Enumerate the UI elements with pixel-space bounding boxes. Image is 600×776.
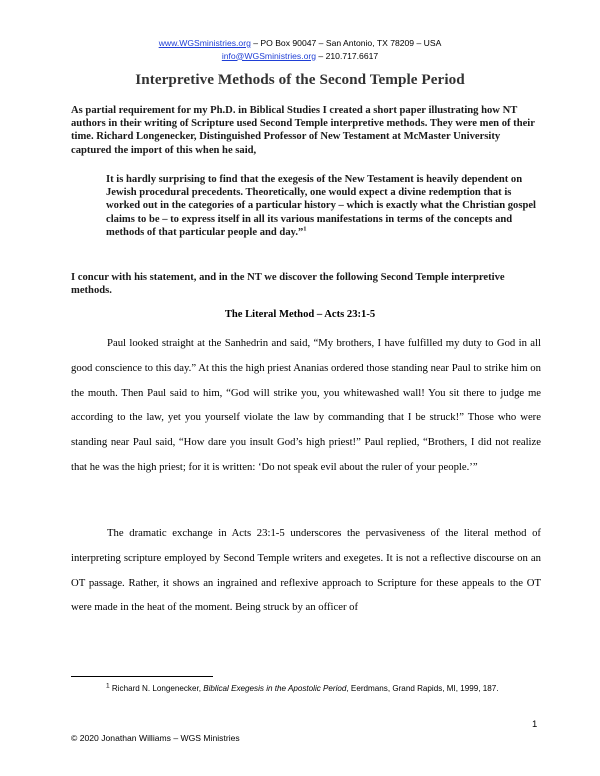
header-address: – PO Box 90047 – San Antonio, TX 78209 – USA: [250, 38, 442, 48]
website-link[interactable]: www.WGSministries.org: [158, 38, 251, 48]
footnote-publisher: , Eerdmans, Grand Rapids, MI, 1999, 187.: [346, 684, 499, 693]
page-number: 1: [532, 719, 538, 730]
paragraph-text: Paul looked straight at the Sanhedrin and said, “My brothers, I have fulfilled my duty to God in all good conscience to this day.” At this the high priest Ananias ordered those standing near Paul to strike him on the mouth. Then Paul said to him, “God will strike you, you whitewashed wall! You sit there to judge me according to the law, yet you yourself violate the law by commanding that I be struck!” Those who were standing near Paul said, “How dare you insult God’s high priest!” Paul replied, “Brothers, I did not realize that he was the high priest; for it is written: ‘Do not speak evil about the ruler of your people.’”: [71, 337, 541, 473]
footnote-book: Biblical Exegesis in the Apostolic Period: [203, 684, 347, 693]
quote-text: It is hardly surprising to find that the exegesis of the New Testament is heavily dependent on Jewish procedural precedents. Theoretically, one would expect a divine redemption that is worked out in the categories of a particular history – which is exactly what the Christian gospel claims to be – to express itself in all its various manifestations in terms of the concepts and methods of that particular people and day.”: [106, 174, 537, 238]
footnote: [106, 683, 499, 694]
footnote-author: Richard N. Longenecker,: [111, 684, 204, 693]
section-heading: The Literal Method – Acts 23:1-5: [224, 309, 376, 320]
header-line-2: [0, 50, 600, 63]
concur-paragraph: I concur with his statement, and in the NT we discover the following Second Temple interpretive methods.: [71, 272, 505, 297]
page-title: Interpretive Methods of the Second Temple Period: [135, 71, 465, 88]
footnote-ref[interactable]: 1: [303, 225, 307, 233]
block-quote: [106, 173, 546, 239]
header-phone: – 210.717.6617: [316, 50, 379, 61]
page-footer: © 2020 Jonathan Williams – WGS Ministries: [71, 733, 240, 743]
paragraph-text: The dramatic exchange in Acts 23:1-5 underscores the pervasiveness of the literal method of interpreting scripture employed by Second Temple writers and exegetes. It is not a reflective discourse on an OT passage. Rather, it shows an ingrained and reflexive approach to Scripture for these appeals to the OT were made in the heat of the moment. Being struck by an officer of: [71, 527, 541, 614]
intro-paragraph: As partial requirement for my Ph.D. in Biblical Studies I created a short paper illustrating how NT authors in their writing of Scripture used Second Temple interpretive methods. They were men of their time. Richard Longenecker, Distinguished Professor of New Testament at McMaster University captured the import of this when he said,: [71, 105, 535, 156]
body-paragraph-2: [71, 521, 541, 620]
header-line-1: [0, 37, 600, 50]
footnote-divider: [71, 676, 213, 677]
page-header: [0, 37, 600, 62]
email-link[interactable]: info@WGSministries.org: [221, 50, 317, 61]
body-paragraph-1: [71, 331, 541, 480]
footnote-number: 1: [106, 682, 110, 690]
